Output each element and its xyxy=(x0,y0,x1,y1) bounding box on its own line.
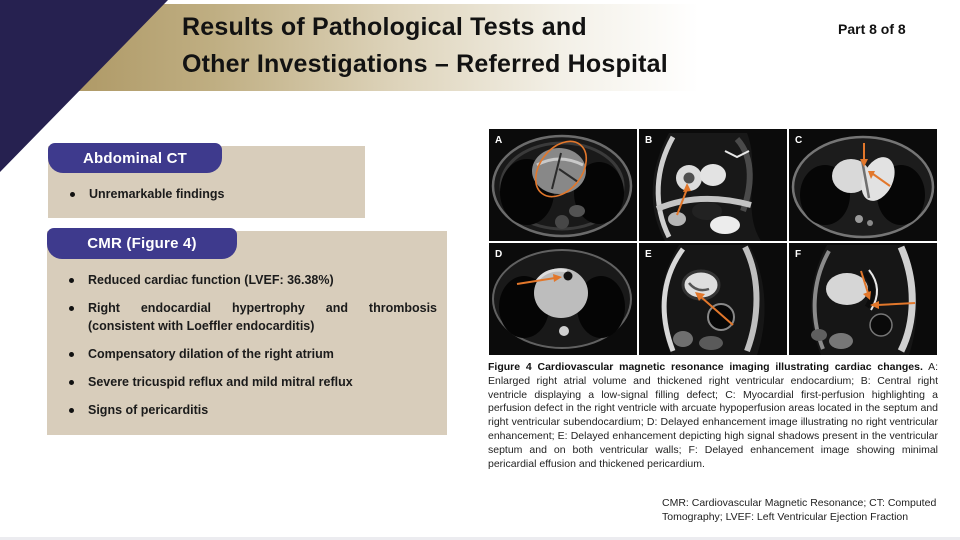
abdominal-ct-bullet-list xyxy=(48,185,365,203)
mri-panel-e xyxy=(639,243,787,355)
section-cmr xyxy=(47,231,447,435)
mri-panel-c xyxy=(789,129,937,241)
mri-image-axial-ellipse xyxy=(489,129,637,241)
panel-label-a: A xyxy=(495,135,503,146)
panel-label-e: E xyxy=(645,249,652,260)
mri-image-axial-two-arrows xyxy=(789,129,937,241)
figure4-caption-body: A: Enlarged right atrial volume and thickened right ventricular endocardium; B: Central right ventricle displaying a low-signal filling defect; C: Myocardial first-perfusion highlighting a perfusion defect in the right ventricle with arcuate hypoperfusion areas located in the septum and right ventricular subendocardium; D: Delayed enhancement image illustrating no right ventricular enhancement; E: Delayed enhancement depicting high signal shadows present in the ventricular septum and on both ventricular walls; F: Delayed enhancement image showing minimal pericardial effusion and thickened pericardium. xyxy=(488,361,938,470)
page-title-line2: Other Investigations – Referred Hospital xyxy=(182,50,668,78)
abbreviations-footnote: CMR: Cardiovascular Magnetic Resonance; CT: Computed Tomography; LVEF: Left Ventricular Ejection Fraction xyxy=(662,497,937,523)
bullet-item: Unremarkable findings xyxy=(48,185,365,203)
bullet-item: Signs of pericarditis xyxy=(47,401,447,419)
page-title xyxy=(182,9,668,83)
figure4-caption xyxy=(488,361,938,471)
mri-panel-a xyxy=(489,129,637,241)
bullet-item: Severe tricuspid reflux and mild mitral reflux xyxy=(47,373,447,391)
figure4-mri-grid xyxy=(489,129,937,355)
mri-image-sagittal-arrow xyxy=(639,243,787,355)
figure4-caption-title: Figure 4 Cardiovascular magnetic resonance imaging illustrating cardiac changes. xyxy=(488,361,923,373)
panel-label-c: C xyxy=(795,135,803,146)
panel-label-b: B xyxy=(645,135,653,146)
part-indicator: Part 8 of 8 xyxy=(838,21,906,37)
bullet-item: Compensatory dilation of the right atrium xyxy=(47,345,447,363)
section-abdominal-ct xyxy=(48,146,365,218)
bullet-item: Right endocardial hypertrophy and thrombosis (consistent with Loeffler endocarditis) xyxy=(47,299,447,335)
page-title-line1: Results of Pathological Tests and xyxy=(182,13,587,41)
mri-panel-b xyxy=(639,129,787,241)
panel-label-d: D xyxy=(495,249,503,260)
mri-image-sagittal-two-arrows xyxy=(789,243,937,355)
mri-image-axial-arrow xyxy=(489,243,637,355)
section-heading-cmr: CMR (Figure 4) xyxy=(47,228,237,259)
mri-panel-f xyxy=(789,243,937,355)
section-heading-abdominal-ct: Abdominal CT xyxy=(48,143,222,173)
bullet-item: Reduced cardiac function (LVEF: 36.38%) xyxy=(47,271,447,289)
mri-image-sagittal-arrow xyxy=(639,129,787,241)
cmr-bullet-list xyxy=(47,271,447,419)
mri-panel-d xyxy=(489,243,637,355)
panel-label-f: F xyxy=(795,249,802,260)
